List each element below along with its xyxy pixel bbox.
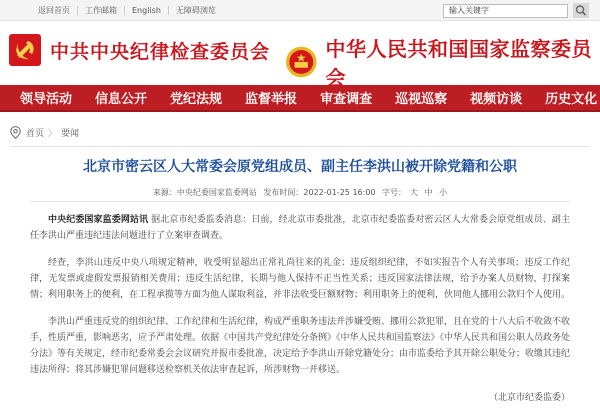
site-header	[0, 21, 600, 90]
breadcrumb-separator: 〉	[48, 129, 58, 139]
party-emblem-icon	[8, 33, 42, 67]
breadcrumb-home[interactable]: 首页	[26, 129, 45, 139]
lead-label: 中央纪委国家监委网站讯	[48, 215, 149, 225]
article-body	[30, 212, 570, 389]
font-size-small[interactable]: 小	[439, 188, 448, 197]
nav-item-report[interactable]: 监督举报	[245, 92, 298, 107]
breadcrumb-divider	[10, 146, 590, 147]
nav-item-video[interactable]: 视频访谈	[470, 92, 523, 107]
nsc-title: 中华人民共和国国家监察委员会	[325, 37, 593, 90]
font-size-label: 字号：	[382, 188, 407, 197]
search-icon[interactable]	[573, 3, 589, 18]
ccdi-brand[interactable]	[8, 33, 270, 67]
font-size-medium[interactable]: 中	[424, 188, 433, 197]
breadcrumb-current[interactable]: 要闻	[61, 129, 80, 139]
meta-divider	[30, 201, 570, 202]
search-input[interactable]: 输入关键字	[443, 4, 568, 18]
article-source: 来源：中央纪委国家监委网站	[152, 188, 257, 197]
breadcrumb	[10, 126, 79, 139]
nav-item-inspection[interactable]: 巡视巡察	[395, 92, 448, 107]
font-size-big[interactable]: 大	[410, 188, 419, 197]
nav-item-disclosure[interactable]: 信息公开	[95, 92, 148, 107]
nav-item-leadership[interactable]: 领导活动	[20, 92, 73, 107]
utility-links	[10, 0, 223, 21]
nav-item-investigation[interactable]: 审查调查	[320, 92, 373, 107]
ccdi-title: 中共中央纪律检查委员会	[50, 40, 271, 63]
english-link[interactable]: English	[125, 6, 169, 15]
paragraph-3: 李洪山严重违反党的组织纪律、工作纪律和生活纪律，构成严重职务违法并涉嫌受贿、挪用公款犯罪，且在党的十八大后不收敛不收手，性质严重，影响恶劣，应予严肃处理。依据《中国共产党纪律处分条例》《中华人民共和国监察法》《中华人民共和国公职人员政务处分法》等有关规定，经市纪委常委会会议研究并报市委批准，决定给予李洪山开除党籍处分；由市监委给予其开除公职处分；收缴其违纪违法所得；将其涉嫌犯罪问题移送检察机关依法审查起诉，所涉财物一并移送。	[30, 317, 571, 375]
paragraph-1-text: 据北京市纪委监委消息：日前，经北京市委批准，北京市纪委监委对密云区人大常委会原党组成员、副主任李洪山严重违纪违法问题进行了立案审查调查。	[30, 215, 570, 241]
top-utility-bar	[0, 0, 600, 21]
location-pin-icon	[10, 126, 21, 139]
email-link[interactable]: 工作邮箱	[78, 6, 125, 15]
nav-item-regulations[interactable]: 党纪法规	[170, 92, 223, 107]
article-time: 发布时间：2022-01-25 16:00	[263, 188, 376, 197]
article-meta	[0, 187, 600, 198]
nav-item-history[interactable]: 历史文化	[545, 92, 598, 107]
home-link[interactable]: 返回首页	[10, 6, 78, 15]
paragraph-2: 经查，李洪山违反中央八项规定精神，收受明显超出正常礼尚往来的礼金；违反组织纪律，不如实报告个人有关事项；违反工作纪律，无发票或虚假发票报销相关费用；违反生活纪律，长期与他人保持不正当性关系；违反国家法律法规，给予办案人员财物，打探案情；利用职务上的便利，在工程承揽等方面为他人谋取利益，并非法收受巨额财物；利用职务上的便利，伙同他人挪用公款归个人使用。	[30, 258, 571, 300]
nsc-brand[interactable]	[285, 33, 600, 91]
article-source-footer: （北京市纪委监委）	[488, 393, 570, 403]
article-title: 北京市密云区人大常委会原党组成员、副主任李洪山被开除党籍和公职	[83, 159, 517, 175]
accessibility-link[interactable]: 无障碍浏览	[175, 6, 216, 15]
paragraph-1	[30, 212, 570, 244]
national-emblem-icon	[285, 45, 318, 79]
